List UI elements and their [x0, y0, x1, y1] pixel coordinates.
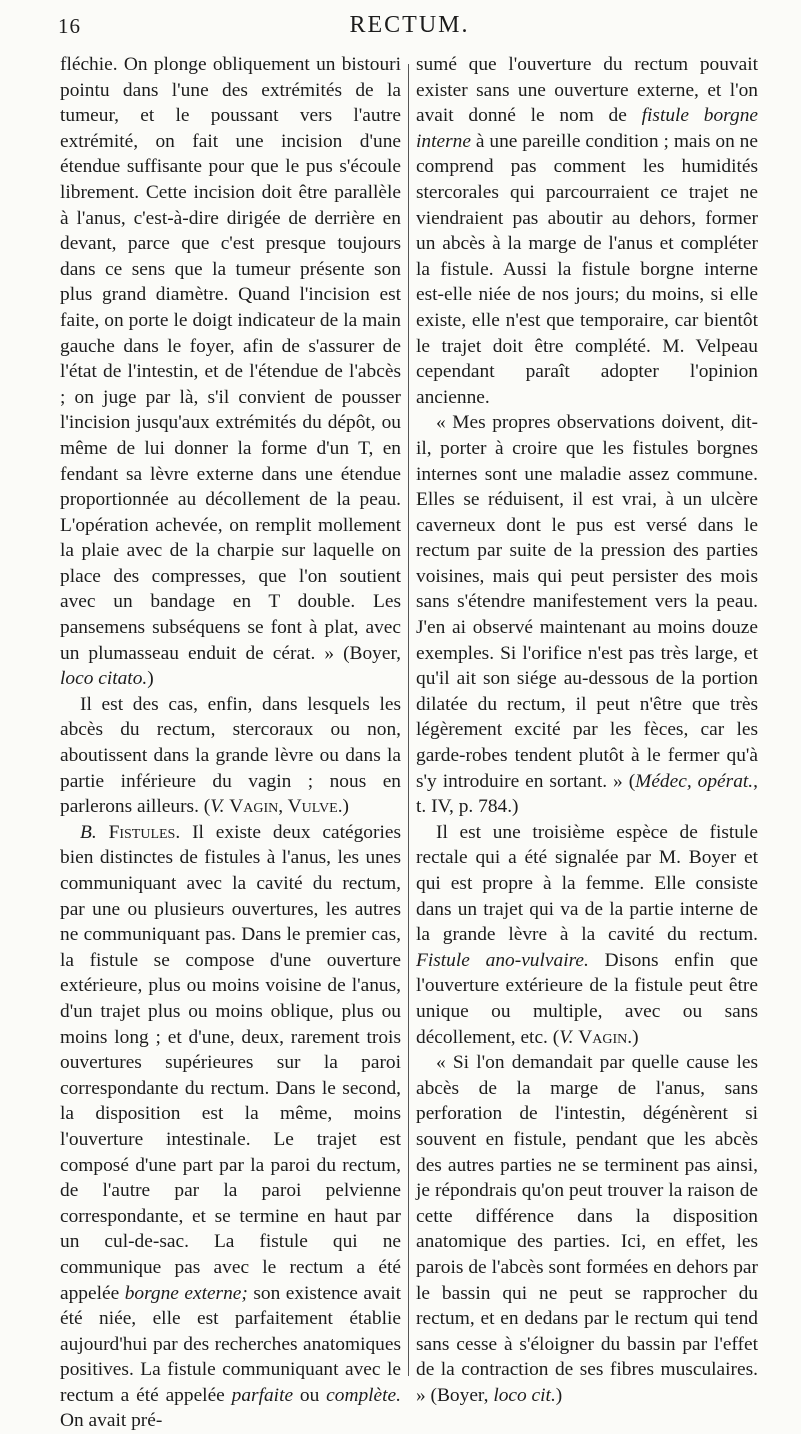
paragraph: fléchie. On plonge obliquement un bistouri pointu dans l'une des extrémités de la tumeur, et le poussant vers l'autre extrémité, on fait une incision d'une étendue suffisante pour que le pus s'écoule librement. Cette incision doit être parallèle à l'anus, c'est-à-dire dirigée de derrière en devant, parce que c'est presque toujours dans ce sens que la tumeur présente son plus grand diamètre. Quand l'incision est faite, on porte le doigt indicateur de la main gauche dans le foyer, afin de s'assurer de l'état de l'intestin, et de l'étendue de l'abcès ; on juge par là, s'il convient de pousser l'incision jusqu'aux extrémités du dépôt, ou même de lui donner la forme d'un T, en fendant sa lèvre externe dans une étendue proportionnée au décollement de la peau. L'opération achevée, on remplit mollement la plaie avec de la charpie sur laquelle on place des compresses, que l'on soutient avec un bandage en T double. Les pansemens subséquens se font à plat, avec un plumasseau enduit de cérat. » (Boyer, loco citato.)	[60, 54, 401, 690]
column-divider	[408, 64, 409, 1376]
cross-reference: Vagin	[578, 1026, 628, 1048]
term: fistule borgne interne	[416, 105, 758, 152]
page-header	[58, 8, 761, 44]
page-number: 16	[58, 14, 81, 38]
cross-ref-marker: V.	[559, 1026, 574, 1048]
section-label: B.	[80, 821, 97, 843]
paragraph: Il est une troisième espèce de fistule rectale qui a été signalée par M. Boyer et qui est propre à la femme. Elle consiste dans un trajet qui va de la partie interne de la grande lèvre à la cavité du rectum. Fistule ano-vulvaire. Disons enfin que l'ouverture extérieure de la fistule peut être unique ou multiple, avec ou sans décollement, etc. (V. Vagin.)	[416, 821, 758, 1048]
citation: Médec, opérat.	[635, 770, 754, 792]
term: complète.	[326, 1384, 402, 1406]
paragraph: Il est des cas, enfin, dans lesquels les abcès du rectum, stercoraux ou non, aboutissent dans la grande lèvre ou dans la partie inférieure du vagin ; nous en parlerons ailleurs. (V. Vagin, Vulve.)	[60, 693, 401, 818]
term: Fistule ano-vulvaire.	[416, 949, 589, 971]
right-column	[416, 52, 758, 1408]
paragraph: « Si l'on demandait par quelle cause les abcès de la marge de l'anus, sans perforation de l'intestin, dégénèrent si souvent en fistule, pendant que les abcès des autres parties ne se terminent pas ainsi, je répondrais qu'on peut trouver la raison de cette différence dans la disposition anatomique des parties. Ici, en effet, les parois de l'abcès sont formées en dehors par le bassin qui ne peut se rapprocher du rectum, et en dedans par le rectum qui tend sans cesse à s'éloigner du bassin par l'effet de la contraction de ses fibres musculaires. » (Boyer, loco cit.)	[416, 1052, 758, 1406]
section-title: Fistules.	[108, 821, 181, 843]
cross-ref-marker: V.	[210, 796, 225, 818]
running-title: RECTUM.	[349, 12, 470, 38]
citation: loco cit.	[493, 1384, 556, 1406]
paragraph: « Mes propres observations doivent, dit-il, porter à croire que les fistules borgnes internes sont une maladie assez commune. Elles se réduisent, il est vrai, à un ulcère caverneux dont le pus est versé dans le rectum par suite de la pression des parties voisines, mais qui peut persister des mois sans s'étendre manifestement vers la peau. J'en ai observé maintenant au moins douze exemples. Si l'orifice n'est pas très large, et qu'il ait son siége au-dessous de la portion dilatée du rectum, il peut n'être que très légèrement excité par les fèces, car les garde-robes tendent plutôt à le fermer qu'à s'y introduire en sortant. » (Médec, opérat., t. IV, p. 784.)	[416, 412, 758, 818]
term: borgne externe;	[124, 1282, 248, 1304]
paragraph: B. Fistules. Il existe deux catégories bien distinctes de fistules à l'anus, les unes communiquant avec la cavité du rectum, par une ou plusieurs ouvertures, les autres ne communiquant pas. Dans le premier cas, la fistule se compose d'une ouverture extérieure, plus ou moins voisine de l'anus, d'un trajet plus ou moins oblique, plus ou moins long ; et d'une, deux, rarement trois ouvertures supérieures sur la paroi correspondante du rectum. Dans le second, la disposition est la même, moins l'ouverture intestinale. Le trajet est composé d'une part par la paroi du rectum, de l'autre par la paroi pelvienne correspondante, et se termine en haut par un cul-de-sac. La fistule qui ne communique pas avec le rectum a été appelée borgne externe; son existence avait été niée, elle est parfaitement établie aujourd'hui par des recherches anatomiques positives. La fistule communiquant avec le rectum a été appelée parfaite ou complète. On avait pré-	[60, 821, 402, 1432]
citation: loco citato.	[60, 668, 148, 690]
cross-reference: Vagin, Vulve	[229, 796, 338, 818]
term: parfaite	[231, 1384, 294, 1406]
paragraph: sumé que l'ouverture du rectum pouvait exister sans une ouverture externe, et l'on avait donné le nom de fistule borgne interne à une pareille condition ; mais on ne comprend pas comment les humidités stercorales qui parcourraient ce trajet ne viendraient pas aboutir au dehors, former un abcès à la marge de l'anus et compléter la fistule. Aussi la fistule borgne interne est-elle niée de nos jours; du moins, si elle existe, elle n'est que temporaire, car bientôt le trajet doit être complété. M. Velpeau cependant paraît adopter l'opinion ancienne.	[416, 54, 758, 408]
left-column	[60, 52, 401, 1434]
